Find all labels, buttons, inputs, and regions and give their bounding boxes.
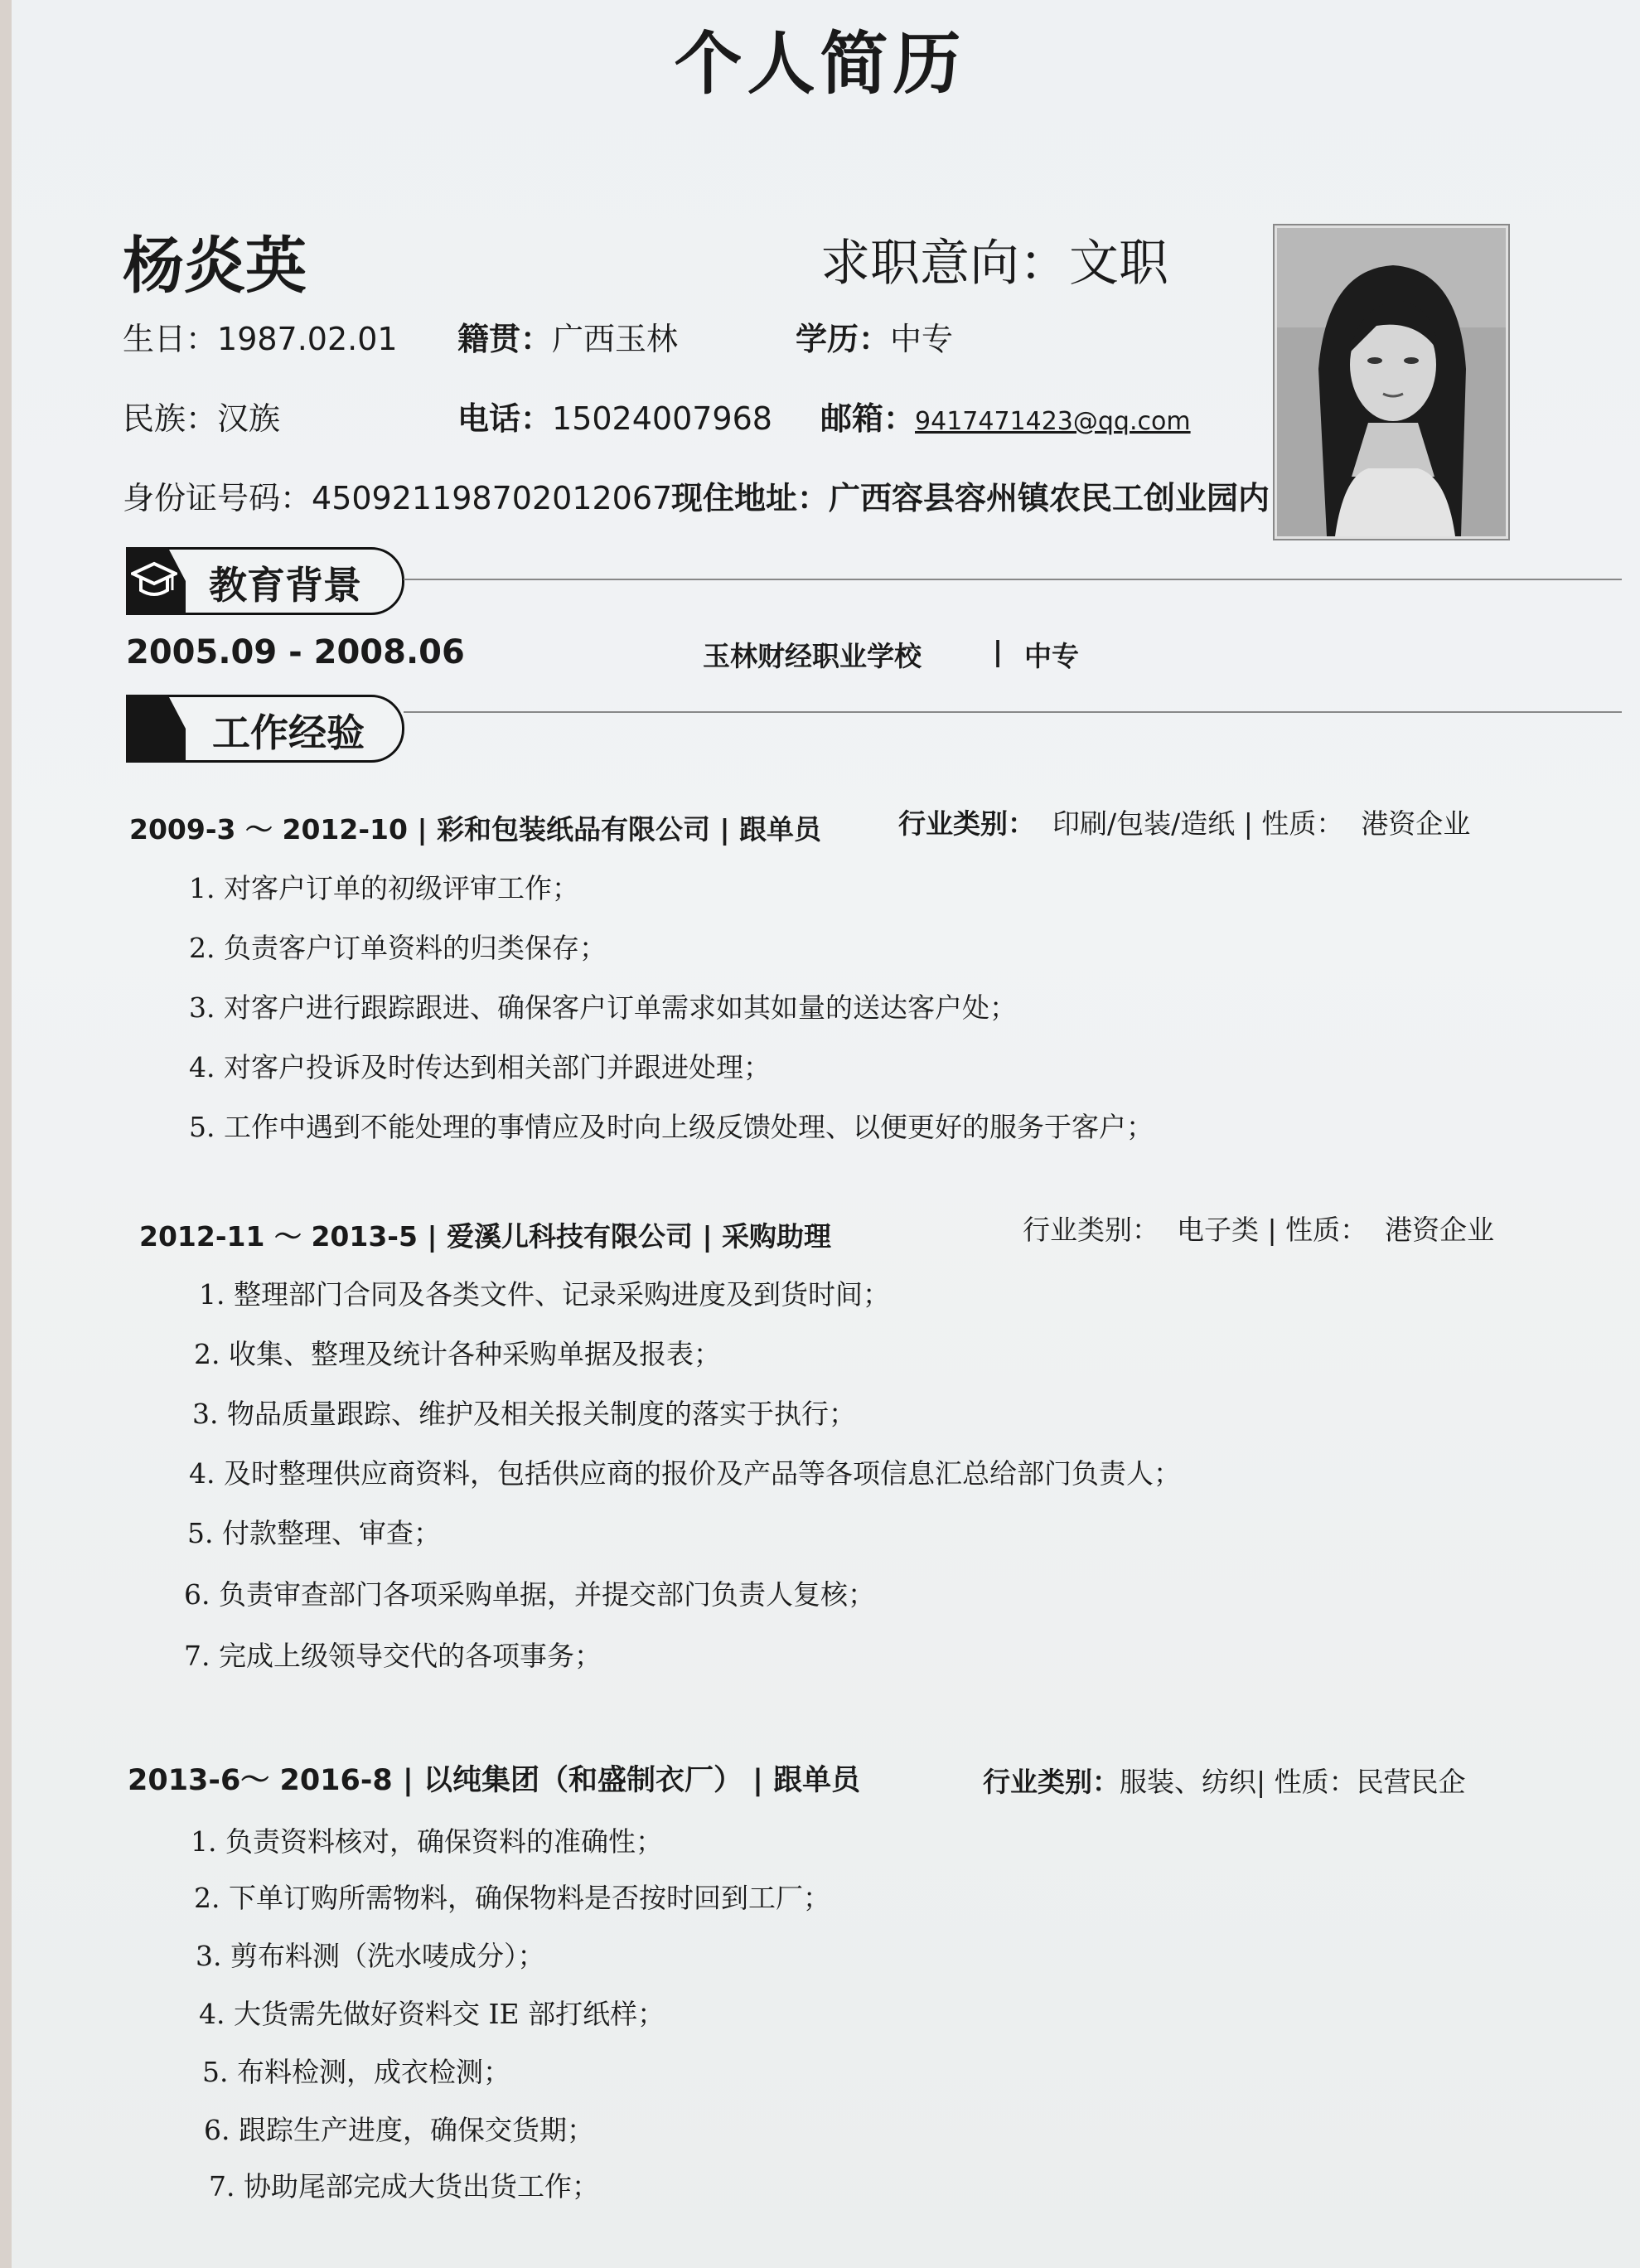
job-3-duty: 4. 大货需先做好资料交 IE 部打纸样； — [199, 1998, 665, 2030]
job-3-duty: 1. 负责资料核对，确保资料的准确性； — [191, 1825, 663, 1858]
job-2-duty: 5. 付款整理、审查； — [187, 1517, 441, 1549]
job-3-duty: 6. 跟踪生产进度，确保交货期； — [204, 2114, 594, 2146]
phone-field: 电话：15024007968 — [457, 400, 772, 437]
education-level: 中专 — [1024, 640, 1079, 672]
profile-photo — [1275, 225, 1508, 539]
ethnic-field: 民族：汉族 — [123, 400, 281, 437]
job-2-meta: 行业类别： 电子类 | 性质： 港资企业 — [1023, 1214, 1495, 1246]
education-school: 玉林财经职业学校 — [703, 640, 922, 672]
education-divider — [404, 579, 1622, 580]
job-1-duty: 1. 对客户订单的初级评审工作； — [189, 872, 579, 904]
job-1-duty: 2. 负责客户订单资料的归类保存； — [189, 932, 607, 964]
job-1-duty: 5. 工作中遇到不能处理的事情应及时向上级反馈处理、以便更好的服务于客户； — [189, 1111, 1154, 1143]
job-2-duty: 2. 收集、整理及统计各种采购单据及报表； — [194, 1338, 721, 1370]
job-1-duty: 3. 对客户进行跟踪跟进、确保客户订单需求如其如量的送达客户处； — [189, 991, 1017, 1024]
origin-field: 籍贯：广西玉林 — [457, 321, 679, 357]
job-2-duty: 1. 整理部门合同及各类文件、记录采购进度及到货时间； — [199, 1278, 890, 1311]
job-1-duty: 4. 对客户投诉及时传达到相关部门并跟进处理； — [189, 1051, 771, 1083]
id-number-field: 身份证号码：450921198702012067 — [123, 480, 673, 516]
job-1-meta: 行业类别： 印刷/包装/造纸 | 性质： 港资企业 — [898, 807, 1471, 840]
job-2-duty: 7. 完成上级领导交代的各项事务； — [184, 1640, 602, 1672]
candidate-name: 杨炎英 — [123, 230, 307, 302]
job-3-duty: 5. 布料检测，成衣检测； — [202, 2056, 510, 2088]
job-2-header: 2012-11 ～ 2013-5 | 爱溪儿科技有限公司 | 采购助理 — [139, 1220, 832, 1253]
job-2-duty: 6. 负责审查部门各项采购单据，并提交部门负责人复核； — [184, 1578, 875, 1611]
job-intent: 求职意向：文职 — [820, 235, 1168, 293]
email-field: 邮箱：9417471423@qq.com — [820, 400, 1191, 437]
education-section-header — [126, 547, 1502, 613]
work-heading: 工作经验 — [212, 710, 365, 755]
address-field: 现住地址：广西容县容州镇农民工创业园内 — [671, 480, 1270, 516]
graduation-cap-icon — [131, 559, 177, 600]
job-2-duty: 3. 物品质量跟踪、维护及相关报关制度的落实于执行； — [192, 1398, 856, 1430]
education-separator: | — [993, 635, 1004, 667]
education-level-field: 学历：中专 — [796, 321, 954, 357]
education-heading: 教育背景 — [209, 563, 361, 608]
work-divider — [404, 711, 1622, 713]
email-link[interactable]: 9417471423@qq.com — [915, 407, 1191, 436]
job-3-duty: 3. 剪布料测（洗水唛成分）； — [196, 1940, 545, 1972]
job-3-duty: 2. 下单订购所需物料，确保物料是否按时回到工厂； — [194, 1882, 830, 1914]
work-section-header — [126, 695, 1502, 761]
birth-field: 生日：1987.02.01 — [123, 321, 398, 357]
portrait-image — [1277, 228, 1506, 536]
job-1-header: 2009-3 ～ 2012-10 | 彩和包装纸品有限公司 | 跟单员 — [129, 813, 822, 846]
job-3-duty: 7. 协助尾部完成大货出货工作； — [209, 2170, 599, 2203]
job-3-meta: 行业类别：服装、纺织| 性质：民营民企 — [983, 1766, 1466, 1798]
job-3-header: 2013-6～ 2016-8 | 以纯集团（和盛制衣厂） | 跟单员 — [128, 1764, 861, 1797]
job-2-duty: 4. 及时整理供应商资料，包括供应商的报价及产品等各项信息汇总给部门负责人； — [189, 1457, 1181, 1490]
page-title: 个人简历 — [674, 25, 966, 104]
education-period: 2005.09 - 2008.06 — [126, 633, 465, 671]
